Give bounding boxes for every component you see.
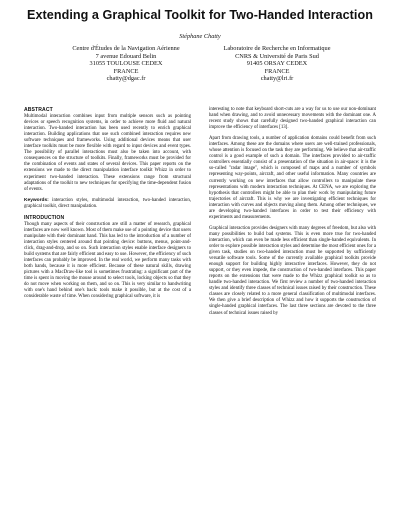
affiliation-line: CNRS & Université de Paris Sud (235, 52, 319, 60)
affiliation-line: 31055 TOULOUSE CEDEX (89, 60, 163, 68)
affiliation-line: Centre d'Études de la Navigation Aérienne (72, 45, 180, 52)
left-column (24, 107, 191, 305)
body-paragraph: Apart from drawing tools, a number of application domains could benefit from such interfaces. Among these are the domains where users are well-trained professionals, whose attention is focused on the task they are performing. We believe that air-traffic control is a good example of such a domain. The interfaces provided to air-traffic controllers essentially consist of a presentation of the situation in air-space: it is the so-called "radar image", which is composed of maps and a number of symbols representing way-points, aircraft, and other useful information. Many countries are currently working on new interfaces that allow controllers to manipulate these representations with modern interaction techniques. At CENA, we are exploring the hypothesis that controllers might be able to plan their work by manipulating future trajectories of aircraft. This is why we are investigating efficient techniques for interaction with curves and objects moving along them. Among other techniques, we are developing two-handed interfaces in order to test their efficiency with experiments and measurements. (209, 136, 376, 220)
affiliation-line: 7 avenue Edouard Belin (95, 52, 157, 60)
author-name: Stéphane Chatty (179, 33, 221, 40)
affiliation-right (196, 45, 358, 83)
keywords (24, 198, 191, 210)
abstract-heading: ABSTRACT (24, 107, 53, 113)
introduction-heading: INTRODUCTION (24, 214, 65, 221)
affiliation-email[interactable]: chatty@lri.fr (260, 75, 294, 83)
keywords-label: Keywords: (24, 197, 49, 203)
keywords-text: interaction styles, multimodal interaction, two-handed interaction, graphical toolkit, direct manipulation. (24, 197, 191, 209)
body-paragraph: Graphical interaction provides designers with many degrees of freedom, but also with many possibilities to build bad systems. This is even more true for two-handed interaction, which can even be made less efficient than single-handed equivalents. In order to explore possible interaction styles and determine the most efficient ones for a given task, studies on two-handed interaction must be supported by sufficiently versatile software tools. Some of the currently available graphical toolkits provide enough support for building highly interactive interfaces. However, they do not support, or they even impede, the construction of two-handed interfaces. This paper reports on the extensions that were made to the Whizz graphical toolkit so as to handle two-handed interaction. We first review a number of two-handed interaction styles and identify three classes of technical issues raised by their construction. These classes are closely related to a more general classification of multimodal interfaces. We then give a brief description of Whizz and how it supports the construction of single-handed graphical interfaces. The last three sections are devoted to the three classes of technical issues raised by (209, 225, 376, 316)
affiliation-email[interactable]: chatty@dgac.fr (106, 75, 146, 83)
affiliation-line: FRANCE (113, 67, 139, 75)
abstract-text: Multimodal interaction combines input from multiple sensors such as pointing devices or speech recognition systems, in order to achieve more fluid and natural interaction. Two-handed interaction has been used recently to enrich graphical interaction. Building applications that use such combined interaction requires new software techniques and frameworks. Using additional devices means that user interface toolkits must be more flexible with regard to input devices and event types. The possibility of parallel interactions must also be taken into account, with consequences on the structure of toolkits. Finally, frameworks must be provided for the combination of events and states of several devices. This paper reports on the extensions we made to the direct manipulation interface toolkit Whizz in order to experiment two-handed interaction. These extensions range from structural adaptations of the toolkit to new techniques for specifying the time-dependent fusion of events. (24, 114, 191, 192)
affiliation-left (52, 45, 200, 83)
affiliation-line: 91405 ORSAY CEDEX (246, 60, 308, 68)
body-paragraph: interesting to note that keyboard short-cuts are a way for us to use our non-dominant hand when drawing, and to avoid unnecessary movements with the dominant one. A recent study shows that carefully designed two-handed graphical interaction can improve the efficiency of interfaces [13]. (209, 107, 376, 131)
paper-title: Extending a Graphical Toolkit for Two-Handed Interaction (27, 8, 373, 22)
introduction-paragraph: Though many aspects of their construction are still a matter of research, graphical interfaces are now well known. Most of them make use of a pointing device that users manipulate with their dominant hand. This has led to the introduction of a number of interaction styles centered around that pointing device: buttons, menus, point-and-click, drag-and-drop, and so on. Such interaction styles enable interface designers to build systems that are fairly efficient and easy to use. However, the efficiency of such interfaces can probably be improved. In the real world, we perform many tasks with both hands, because it is more efficient. Because of these natural skills, drawing pictures with a MacDraw-like tool is sometimes frustrating: a significant part of the time is spent in moving the mouse around to select tools, locking objects so that they do not move when working on them, and so on. This is very similar to handwriting with one's hand behind one's back: tools make it possible, but at the cost of a considerable waste of time. When considering graphical software, it is (24, 221, 191, 300)
affiliation-line: Laboratoire de Recherche en Informatique (223, 45, 331, 52)
affiliation-line: FRANCE (264, 67, 290, 75)
right-column (209, 107, 376, 322)
